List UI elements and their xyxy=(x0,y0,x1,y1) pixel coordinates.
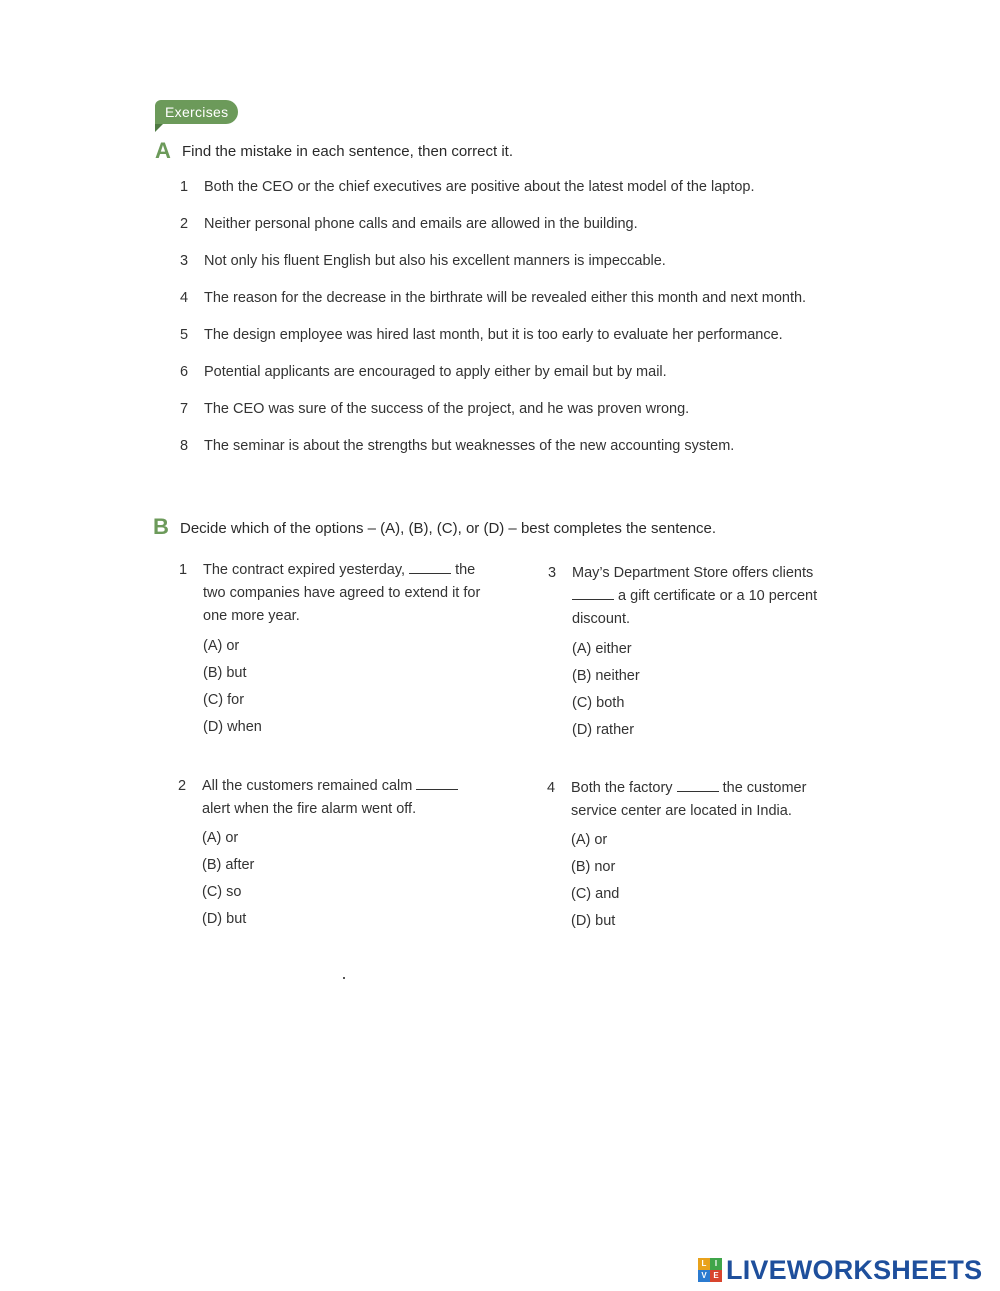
section-a-letter: A xyxy=(155,138,171,163)
stem-before: Both the factory xyxy=(571,780,673,796)
option-a[interactable]: (A) or xyxy=(571,832,608,848)
question-2 xyxy=(178,775,488,935)
item-text: Not only his fluent English but also his excellent manners is impeccable. xyxy=(204,253,666,269)
question-4 xyxy=(547,777,867,937)
question-3 xyxy=(548,562,868,742)
section-a-item-7 xyxy=(180,401,689,417)
option-d[interactable]: (D) rather xyxy=(572,722,635,738)
item-number: 2 xyxy=(180,216,189,232)
item-text: Both the CEO or the chief executives are positive about the latest model of the laptop. xyxy=(204,179,755,195)
option-d[interactable]: (D) when xyxy=(203,719,262,735)
option-a[interactable]: (A) or xyxy=(202,830,239,846)
item-number: 4 xyxy=(180,290,189,306)
option-d[interactable]: (D) but xyxy=(571,913,616,929)
option-c[interactable]: (C) for xyxy=(203,692,245,708)
question-stem xyxy=(202,775,482,821)
liveworksheets-logo-text: LIVEWORKSHEETS xyxy=(726,1254,983,1285)
stem-after: the two companies have agreed to extend it for one more year. xyxy=(203,562,481,624)
item-text: The CEO was sure of the success of the project, and he was proven wrong. xyxy=(204,401,690,417)
question-number: 2 xyxy=(178,778,187,794)
item-text: Potential applicants are encouraged to apply either by email but by mail. xyxy=(204,364,667,380)
section-a-item-1 xyxy=(180,179,755,195)
option-b[interactable]: (B) after xyxy=(202,857,255,873)
section-b-instruction: Decide which of the options – (A), (B), (C), or (D) – best completes the sentence. xyxy=(180,520,717,537)
stem-before: All the customers remained calm xyxy=(202,778,413,794)
section-b-letter: B xyxy=(153,514,169,539)
logo-icon-cell: L xyxy=(698,1258,710,1270)
section-a-item-3 xyxy=(180,253,666,269)
option-b[interactable]: (B) neither xyxy=(572,668,640,684)
item-number: 7 xyxy=(180,401,189,417)
exercises-tag-tail xyxy=(155,124,163,132)
question-1 xyxy=(179,559,489,739)
section-a-item-2 xyxy=(180,216,638,232)
option-c[interactable]: (C) so xyxy=(202,884,242,900)
answer-blank[interactable] xyxy=(572,587,614,600)
answer-blank[interactable] xyxy=(416,777,458,790)
stem-before: The contract expired yesterday, xyxy=(203,562,406,578)
question-number: 1 xyxy=(179,562,188,578)
question-stem xyxy=(203,559,483,628)
section-a-instruction: Find the mistake in each sentence, then correct it. xyxy=(182,143,514,160)
option-c[interactable]: (C) both xyxy=(572,695,625,711)
section-a-item-6 xyxy=(180,364,667,380)
item-number: 5 xyxy=(180,327,189,343)
item-number: 3 xyxy=(180,253,189,269)
question-number: 4 xyxy=(547,780,556,796)
section-a-item-8 xyxy=(180,438,734,454)
stem-before: May’s Department Store offers clients xyxy=(572,565,814,581)
option-d[interactable]: (D) but xyxy=(202,911,247,927)
stem-after: a gift certificate or a 10 percent discount. xyxy=(572,588,818,627)
item-text: The seminar is about the strengths but weaknesses of the new accounting system. xyxy=(204,438,735,454)
item-text: The design employee was hired last month, but it is too early to evaluate her performance. xyxy=(204,327,783,343)
liveworksheets-logo[interactable] xyxy=(698,1255,982,1285)
logo-icon-cell: I xyxy=(710,1258,722,1270)
item-number: 8 xyxy=(180,438,189,454)
option-b[interactable]: (B) but xyxy=(203,665,247,681)
stray-mark xyxy=(343,977,345,979)
liveworksheets-logo-icon xyxy=(698,1258,722,1282)
option-a[interactable]: (A) either xyxy=(572,641,632,657)
answer-blank[interactable] xyxy=(677,779,719,792)
option-c[interactable]: (C) and xyxy=(571,886,620,902)
answer-blank[interactable] xyxy=(409,561,451,574)
section-a-item-5 xyxy=(180,327,783,343)
exercises-tag: Exercises xyxy=(155,100,238,124)
option-b[interactable]: (B) nor xyxy=(571,859,616,875)
stem-after: alert when the fire alarm went off. xyxy=(202,801,417,817)
stem-after: the customer service center are located in India. xyxy=(571,780,807,819)
question-stem xyxy=(572,562,847,631)
item-number: 6 xyxy=(180,364,189,380)
option-a[interactable]: (A) or xyxy=(203,638,240,654)
logo-icon-cell: E xyxy=(710,1270,722,1282)
logo-icon-cell: V xyxy=(698,1270,710,1282)
section-a-item-4 xyxy=(180,290,806,306)
item-text: Neither personal phone calls and emails are allowed in the building. xyxy=(204,216,638,232)
item-text: The reason for the decrease in the birthrate will be revealed either this month and next month. xyxy=(204,290,807,306)
question-number: 3 xyxy=(548,565,557,581)
item-number: 1 xyxy=(180,179,189,195)
question-stem xyxy=(571,777,846,823)
